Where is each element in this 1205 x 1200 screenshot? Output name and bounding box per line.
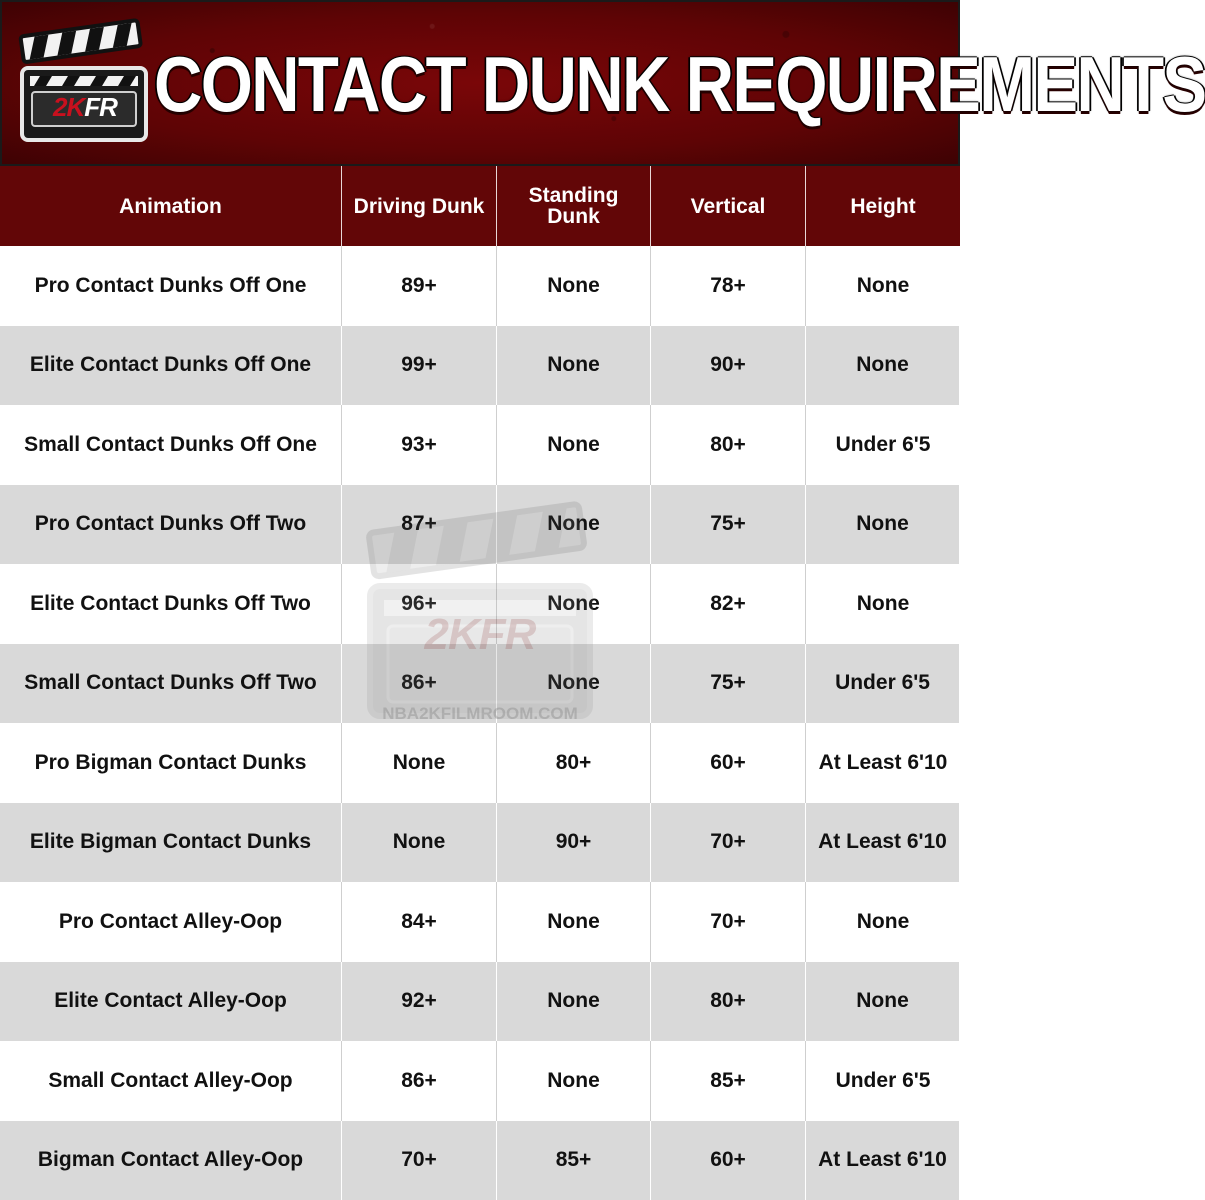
- table-row: [0, 644, 960, 724]
- cell-animation: Elite Contact Dunks Off One: [0, 326, 342, 406]
- page-title: CONTACT DUNK REQUIREMENTS: [154, 40, 1205, 128]
- logo: [16, 22, 150, 146]
- cell-vertical: 75+: [651, 485, 806, 565]
- cell-height: Under 6'5: [835, 432, 931, 456]
- clapperboard-icon: [16, 22, 150, 146]
- header-standing-dunk: Standing Dunk: [497, 166, 651, 246]
- cell-height: None: [856, 591, 910, 615]
- cell-height: None: [856, 273, 910, 297]
- cell-animation: Small Contact Dunks Off One: [0, 405, 342, 485]
- table-header-row: [0, 166, 960, 246]
- logo-2k-text: 2K: [53, 92, 85, 122]
- cell-height: At Least 6'10: [806, 803, 960, 883]
- cell-driving-dunk: None: [342, 803, 497, 883]
- cell-vertical: 60+: [651, 723, 806, 803]
- table-row: [0, 1121, 960, 1200]
- table-row: [0, 564, 960, 644]
- cell-standing-dunk: None: [497, 564, 651, 644]
- cell-animation: Elite Contact Dunks Off Two: [0, 564, 342, 644]
- cell-height: None: [806, 962, 960, 1042]
- table-row: [0, 326, 960, 406]
- cell-standing-dunk: None: [497, 1041, 651, 1121]
- table-row: [0, 882, 960, 962]
- cell-height: At Least 6'10: [806, 1121, 960, 1200]
- cell-standing-dunk: 85+: [497, 1121, 651, 1200]
- cell-standing-dunk: None: [497, 485, 651, 565]
- cell-animation: Pro Contact Dunks Off One: [0, 246, 342, 326]
- cell-animation: Small Contact Dunks Off Two: [0, 644, 342, 724]
- cell-vertical: 78+: [651, 246, 806, 326]
- cell-vertical: 82+: [651, 564, 806, 644]
- cell-vertical: 70+: [651, 882, 806, 962]
- cell-driving-dunk: 92+: [342, 962, 497, 1042]
- cell-standing-dunk: None: [497, 644, 651, 724]
- banner: [0, 0, 1205, 166]
- cell-driving-dunk: 70+: [342, 1121, 497, 1200]
- cell-height: None: [806, 485, 960, 565]
- cell-vertical: 90+: [651, 326, 806, 406]
- cell-animation: Pro Contact Alley-Oop: [0, 882, 342, 962]
- cell-height: Under 6'5: [835, 1068, 931, 1092]
- cell-standing-dunk: None: [497, 882, 651, 962]
- cell-height: Under 6'5: [806, 644, 960, 724]
- cell-standing-dunk: 90+: [497, 803, 651, 883]
- cell-driving-dunk: 86+: [342, 644, 497, 724]
- cell-vertical: 75+: [651, 644, 806, 724]
- cell-driving-dunk: 86+: [342, 1041, 497, 1121]
- header-height: Height: [850, 194, 916, 218]
- cell-standing-dunk: None: [497, 246, 651, 326]
- cell-animation: Elite Bigman Contact Dunks: [0, 803, 342, 883]
- cell-height: At Least 6'10: [818, 750, 948, 774]
- cell-driving-dunk: 84+: [342, 882, 497, 962]
- table-row: [0, 1041, 960, 1121]
- cell-driving-dunk: 99+: [342, 326, 497, 406]
- cell-vertical: 60+: [651, 1121, 806, 1200]
- cell-animation: Small Contact Alley-Oop: [0, 1041, 342, 1121]
- cell-standing-dunk: None: [497, 326, 651, 406]
- cell-vertical: 70+: [651, 803, 806, 883]
- cell-animation: Pro Bigman Contact Dunks: [0, 723, 342, 803]
- cell-standing-dunk: None: [497, 962, 651, 1042]
- cell-standing-dunk: None: [497, 405, 651, 485]
- cell-animation: Elite Contact Alley-Oop: [0, 962, 342, 1042]
- cell-standing-dunk: 80+: [497, 723, 651, 803]
- cell-driving-dunk: None: [342, 723, 497, 803]
- logo-fr-text: FR: [84, 92, 117, 122]
- requirements-table: [0, 166, 960, 1200]
- cell-height: None: [856, 909, 910, 933]
- table-row: [0, 485, 960, 565]
- cell-vertical: 85+: [651, 1041, 806, 1121]
- table-row: [0, 723, 960, 803]
- logo-text: [36, 92, 134, 122]
- cell-driving-dunk: 93+: [342, 405, 497, 485]
- header-vertical: Vertical: [651, 166, 806, 246]
- cell-driving-dunk: 89+: [342, 246, 497, 326]
- cell-height: None: [806, 326, 960, 406]
- table-row: [0, 405, 960, 485]
- cell-animation: Bigman Contact Alley-Oop: [0, 1121, 342, 1200]
- cell-driving-dunk: 96+: [342, 564, 497, 644]
- cell-animation: Pro Contact Dunks Off Two: [0, 485, 342, 565]
- table-row: [0, 246, 960, 326]
- cell-vertical: 80+: [651, 405, 806, 485]
- cell-vertical: 80+: [651, 962, 806, 1042]
- table-row: [0, 962, 960, 1042]
- header-animation: Animation: [0, 166, 342, 246]
- cell-driving-dunk: 87+: [342, 485, 497, 565]
- table-row: [0, 803, 960, 883]
- watermark-url: NBA2KFILMROOM.COM: [382, 704, 578, 723]
- header-driving-dunk: Driving Dunk: [342, 166, 497, 246]
